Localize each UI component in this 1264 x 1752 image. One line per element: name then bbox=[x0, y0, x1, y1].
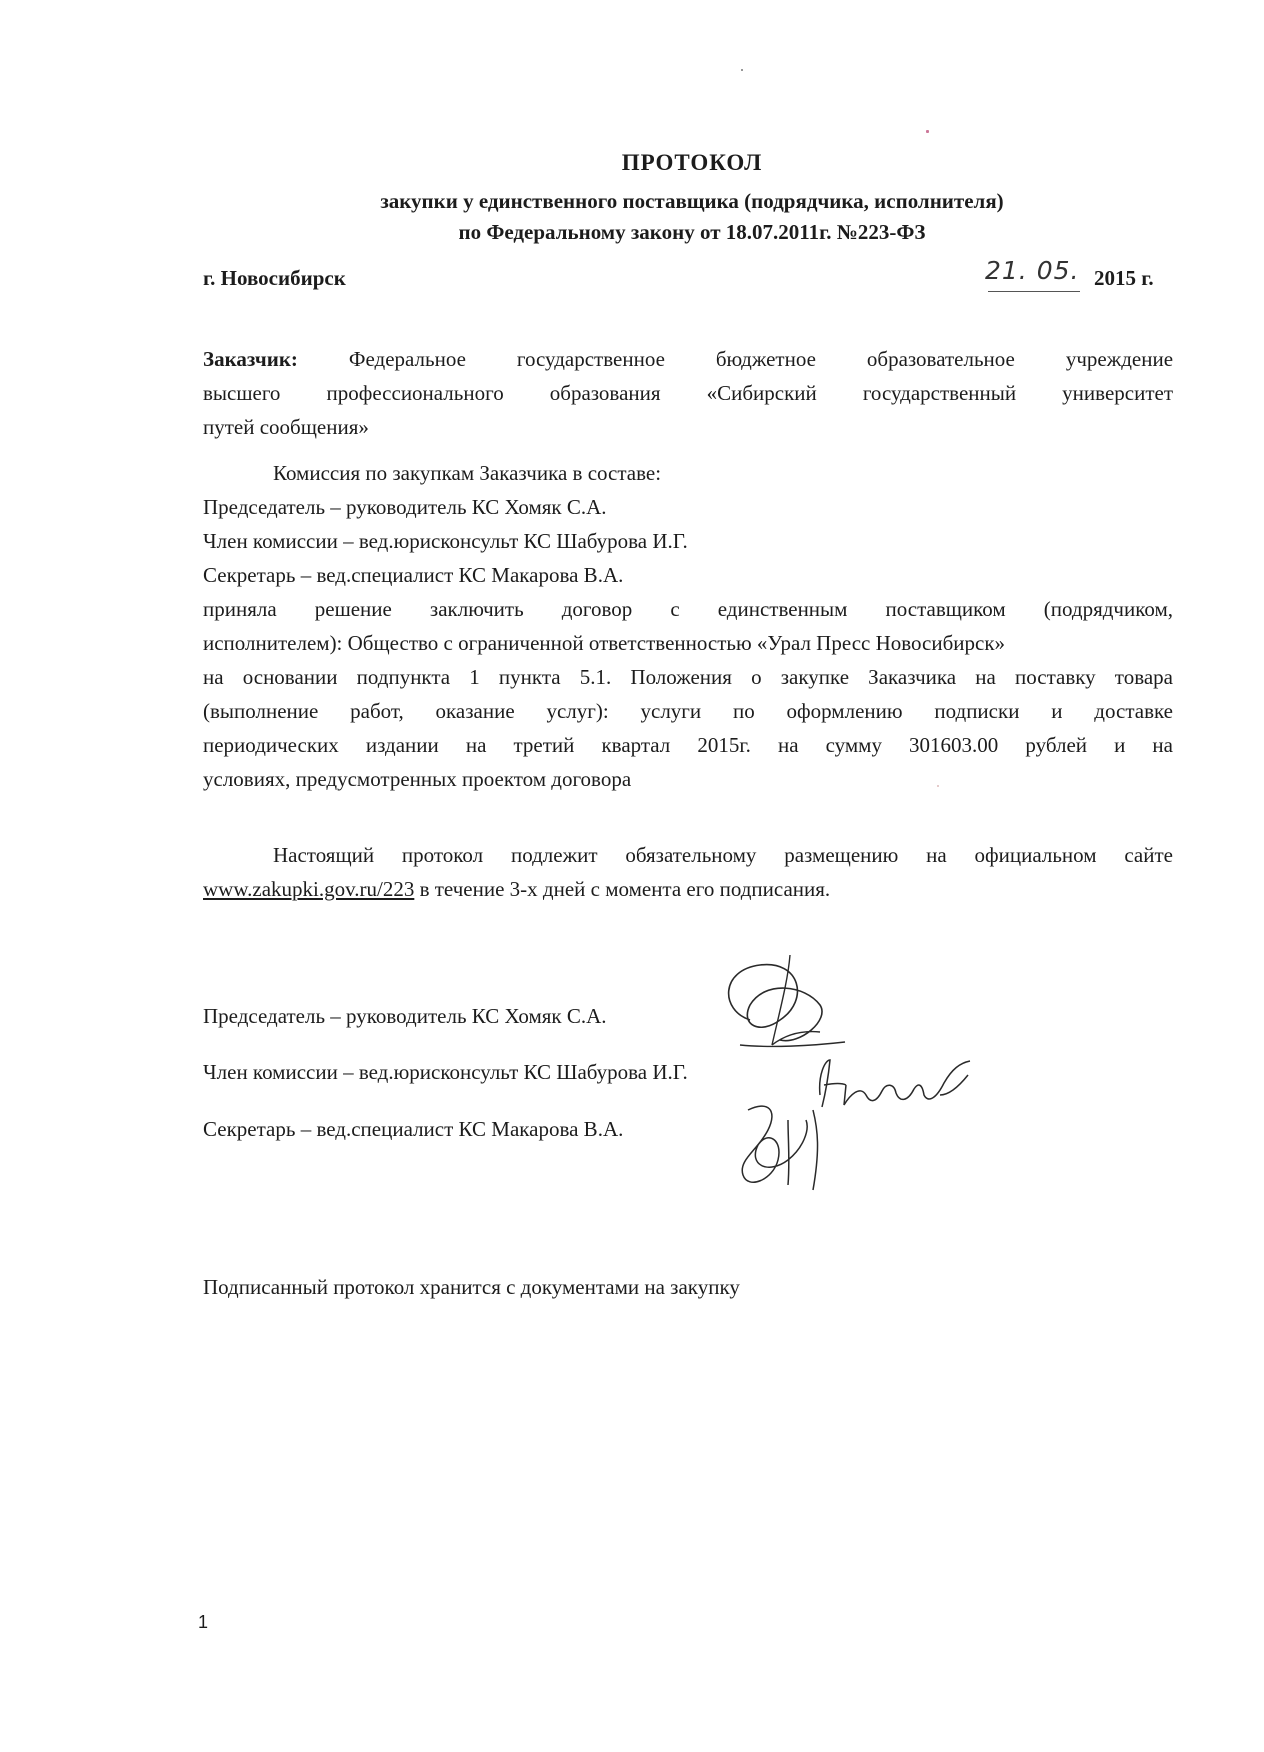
city-label: г. Новосибирск bbox=[203, 266, 346, 290]
document-subtitle-law: по Федеральному закону от 18.07.2011г. №223-ФЗ bbox=[458, 220, 926, 244]
customer-label: Заказчик: bbox=[203, 347, 298, 371]
scan-speck bbox=[926, 130, 929, 133]
signature-secretary: Секретарь – вед.специалист КС Макарова В.А. bbox=[203, 1117, 624, 1141]
handwritten-date: 21. 05. bbox=[985, 256, 1080, 285]
publication-line: Настоящий протокол подлежит обязательному размещению на официальном сайте bbox=[273, 843, 1173, 867]
decision-line: на основании подпункта 1 пункта 5.1. Положения о закупке Заказчика на поставку товара bbox=[203, 665, 1173, 689]
footer-note: Подписанный протокол хранится с документами на закупку bbox=[203, 1275, 740, 1299]
customer-section bbox=[203, 342, 1173, 444]
publication-rest: в течение 3-х дней с момента его подписания. bbox=[414, 877, 831, 901]
document-title: ПРОТОКОЛ bbox=[621, 150, 763, 175]
signature-member: Член комиссии – вед.юрисконсульт КС Шабурова И.Г. bbox=[203, 1060, 688, 1084]
document-subtitle: закупки у единственного поставщика (подрядчика, исполнителя) bbox=[380, 189, 1004, 213]
customer-line-3: путей сообщения» bbox=[203, 415, 369, 439]
publication-line-2 bbox=[203, 872, 1173, 906]
decision-line: периодических издании на третий квартал 2015г. на сумму 301603.00 рублей и на bbox=[203, 733, 1173, 757]
decision-line: (выполнение работ, оказание услуг): услуги по оформлению подписки и доставке bbox=[203, 699, 1173, 723]
publication-section bbox=[203, 838, 1173, 906]
date-underline bbox=[988, 291, 1080, 292]
commission-chairman: Председатель – руководитель КС Хомяк С.А. bbox=[203, 495, 607, 519]
decision-line: приняла решение заключить договор с единственным поставщиком (подрядчиком, bbox=[203, 597, 1173, 621]
commission-secretary: Секретарь – вед.специалист КС Макарова В.А. bbox=[203, 563, 624, 587]
handwritten-signature-secretary bbox=[728, 1090, 848, 1200]
customer-line bbox=[203, 342, 1173, 376]
scan-speck bbox=[741, 69, 743, 71]
customer-text: Федеральное государственное бюджетное образовательное учреждение bbox=[348, 347, 1174, 371]
signature-chairman: Председатель – руководитель КС Хомяк С.А. bbox=[203, 1004, 607, 1028]
decision-line: исполнителем): Общество с ограниченной ответственностью «Урал Пресс Новосибирск» bbox=[203, 631, 1006, 655]
date-year: 2015 г. bbox=[1094, 266, 1154, 290]
zakupki-link[interactable]: www.zakupki.gov.ru/223 bbox=[203, 877, 415, 901]
commission-member: Член комиссии – вед.юрисконсульт КС Шабурова И.Г. bbox=[203, 529, 688, 553]
commission-section bbox=[203, 456, 1173, 796]
page-number: 1 bbox=[198, 1612, 209, 1632]
customer-line-2: высшего профессионального образования «Сибирский государственный университет bbox=[203, 381, 1173, 405]
handwritten-signature-chairman bbox=[710, 950, 850, 1070]
decision-line: условиях, предусмотренных проектом договора bbox=[203, 767, 632, 791]
commission-intro: Комиссия по закупкам Заказчика в составе: bbox=[273, 461, 662, 485]
